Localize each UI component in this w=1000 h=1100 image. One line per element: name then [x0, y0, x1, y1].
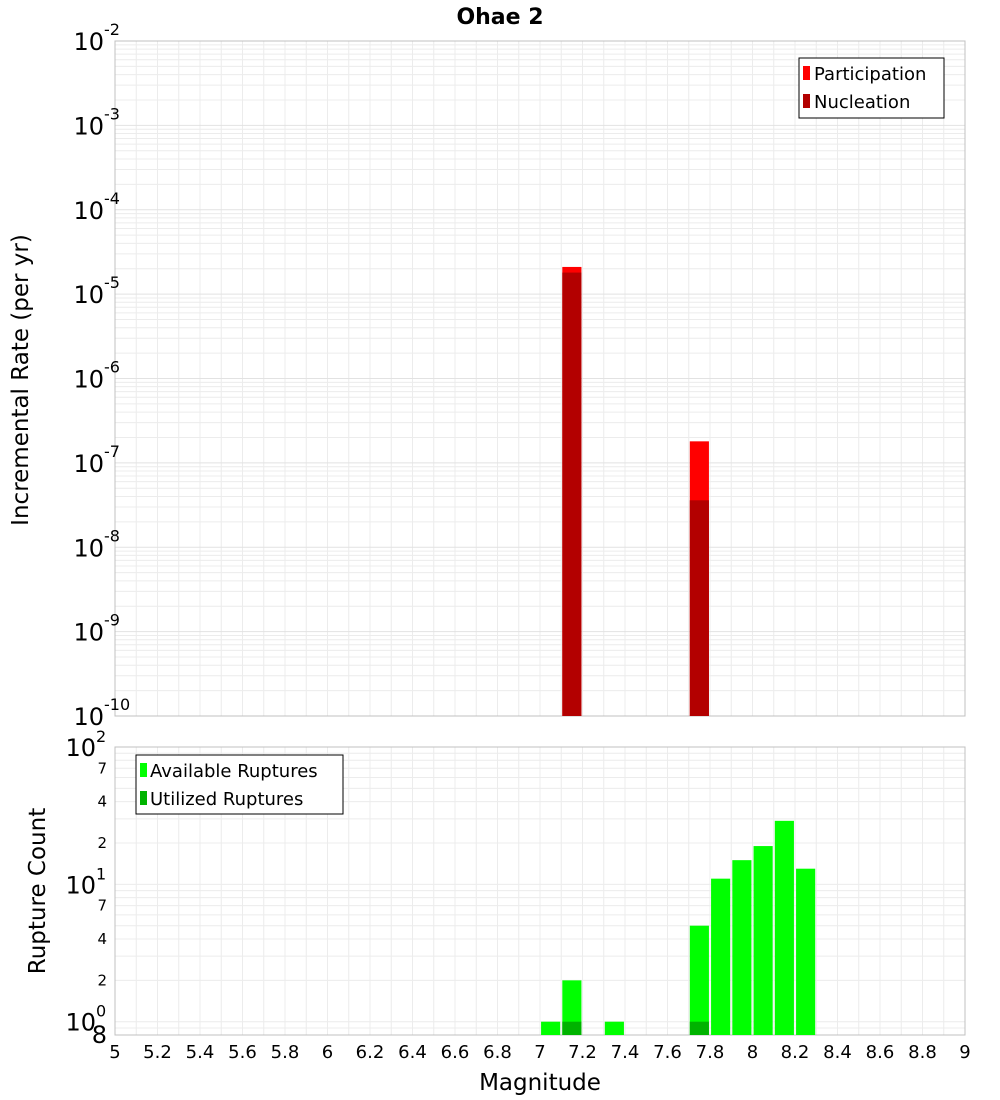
available-ruptures-bar	[605, 1022, 624, 1035]
bottom-y-tick-exp: 1	[96, 864, 107, 884]
top-legend	[799, 58, 944, 118]
bottom-y-minor-tick-label: 4	[97, 930, 107, 948]
x-tick-label: 7.4	[610, 1042, 640, 1063]
top-y-tick-label	[73, 189, 120, 225]
top-y-tick-label	[73, 526, 120, 562]
x-tick-label: 5.4	[185, 1042, 215, 1063]
x-tick-label: 6.8	[483, 1042, 512, 1063]
bottom-y-tick-label	[65, 864, 106, 899]
top-y-tick-base: 10	[73, 703, 104, 731]
bottom-y-minor-tick-label: 7	[97, 759, 107, 778]
bottom-y-tick-base: 10	[65, 734, 96, 762]
chart-title: Ohae 2	[456, 5, 544, 30]
bottom-y-minor-tick-label: 7	[97, 896, 107, 915]
x-tick-label: 8.6	[865, 1042, 895, 1063]
top-y-tick-base: 10	[73, 112, 104, 141]
top-y-tick-exp: -5	[104, 273, 120, 293]
utilized-ruptures-bar	[690, 1022, 709, 1035]
x-tick-label: 6	[321, 1042, 334, 1063]
top-y-tick-exp: -9	[104, 610, 120, 630]
legend-swatch-utilized	[140, 791, 147, 805]
bottom-y-minor-tick-label: 2	[97, 834, 107, 852]
top-y-tick-base: 10	[73, 618, 104, 647]
utilized-ruptures-bar	[562, 1022, 581, 1035]
top-y-tick-exp: -6	[104, 357, 120, 377]
x-tick-label: 8	[746, 1042, 759, 1063]
nucleation-bar	[690, 500, 709, 716]
x-ticks	[109, 1042, 970, 1063]
top-y-tick-base: 10	[73, 449, 104, 478]
bottom-y-tick-exp: 0	[96, 1001, 107, 1021]
legend-label-participation: Participation	[814, 64, 927, 85]
x-axis-label: Magnitude	[479, 1070, 601, 1096]
top-y-tick-exp: -2	[104, 20, 120, 39]
available-ruptures-bar	[754, 846, 773, 1035]
top-y-tick-exp: -7	[104, 441, 120, 461]
x-tick-label: 6.2	[355, 1042, 385, 1063]
x-tick-label: 8.2	[780, 1042, 810, 1063]
x-tick-label: 5.6	[228, 1042, 257, 1063]
top-y-axis-label: Incremental Rate (per yr)	[8, 234, 34, 526]
bottom-panel	[25, 727, 971, 1096]
top-panel	[8, 20, 965, 731]
top-y-tick-base: 10	[73, 534, 104, 563]
legend-label-available: Available Ruptures	[150, 761, 318, 782]
available-ruptures-bar	[690, 926, 709, 1035]
top-y-tick-exp: -4	[104, 188, 120, 208]
x-tick-label: 5.2	[143, 1042, 172, 1063]
available-ruptures-bar	[796, 869, 815, 1035]
top-y-tick-label	[73, 104, 120, 140]
x-tick-label: 7	[534, 1042, 546, 1063]
x-tick-label: 9	[959, 1042, 971, 1063]
top-y-tick-base: 10	[73, 281, 104, 310]
x-tick-label: 7.2	[568, 1042, 597, 1063]
legend-label-nucleation: Nucleation	[814, 92, 911, 113]
top-y-tick-label	[73, 611, 120, 647]
legend-swatch-available	[140, 763, 147, 777]
top-y-tick-exp: -8	[104, 526, 120, 546]
x-tick-label: 7.6	[653, 1042, 682, 1063]
available-ruptures-bar	[775, 821, 794, 1035]
x-tick-label: 6.4	[398, 1042, 427, 1063]
bottom-y-tick-base: 10	[65, 871, 96, 900]
top-y-tick-exp: -10	[104, 695, 131, 714]
available-ruptures-bar	[541, 1022, 560, 1035]
bottom-legend	[136, 755, 343, 814]
top-y-ticks	[73, 20, 130, 731]
available-ruptures-bar	[732, 860, 751, 1035]
bottom-y-minor-tick-label: 4	[97, 792, 107, 811]
legend-swatch-nucleation	[803, 94, 810, 108]
nucleation-bar	[562, 273, 581, 716]
legend-label-utilized: Utilized Ruptures	[150, 789, 304, 810]
bottom-y-tick-base: 10	[65, 1008, 96, 1037]
bottom-y-tick-label	[65, 727, 106, 762]
top-y-tick-base: 10	[73, 365, 104, 394]
legend-swatch-participation	[803, 66, 810, 80]
top-grid	[115, 41, 965, 716]
bottom-y-ticks	[65, 727, 107, 1049]
x-tick-label: 8.4	[823, 1042, 852, 1063]
top-y-tick-label	[73, 273, 120, 309]
x-tick-label: 7.8	[695, 1042, 725, 1063]
top-bars	[562, 267, 709, 716]
x-tick-label: 8.8	[908, 1042, 937, 1063]
top-y-tick-label	[73, 358, 120, 394]
top-y-tick-exp: -3	[104, 104, 120, 124]
x-tick-label: 6.6	[440, 1042, 470, 1063]
x-tick-label: 5	[109, 1042, 121, 1063]
bottom-y-minor-tick-label: 2	[97, 971, 107, 990]
bottom-y-tick-exp: 2	[96, 727, 107, 746]
x-tick-label: 5.8	[270, 1042, 300, 1063]
bottom-y-axis-label: Rupture Count	[25, 807, 51, 975]
top-y-tick-base: 10	[73, 196, 104, 225]
bottom-y-minor-tick-label: 8	[91, 1021, 107, 1049]
top-y-tick-label	[73, 20, 120, 56]
top-y-tick-base: 10	[73, 28, 104, 56]
top-y-tick-label	[73, 442, 120, 478]
available-ruptures-bar	[711, 879, 730, 1035]
top-y-tick-label	[73, 695, 130, 731]
